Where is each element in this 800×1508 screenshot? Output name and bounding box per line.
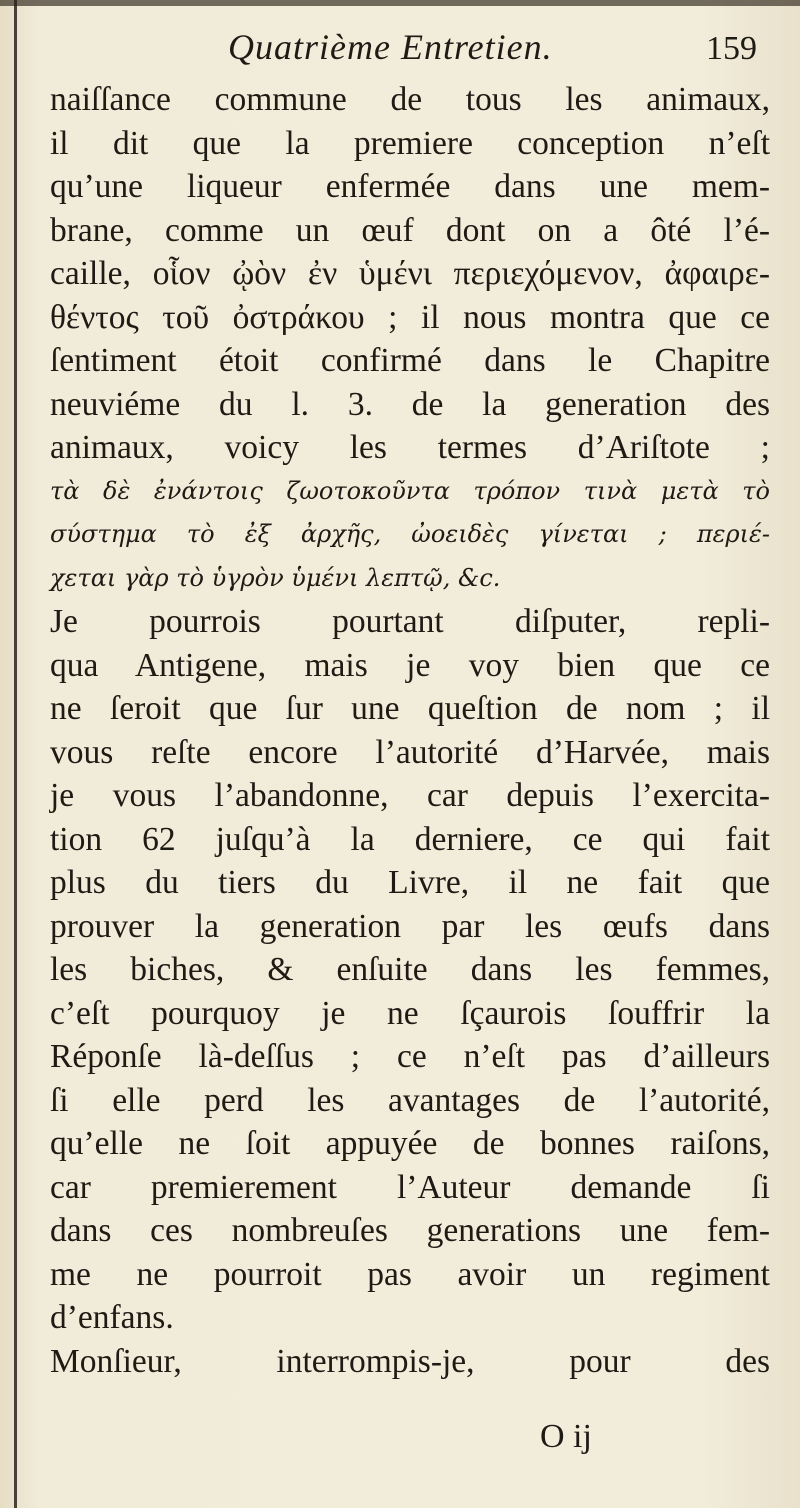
text-line: ſentiment étoit confirmé dans le Chapitre (50, 342, 770, 379)
text-line: ſi elle perd les avantages de l’autorité, (50, 1081, 770, 1119)
text-line: brane, comme un œuf dont on a ôté l’é- (50, 211, 770, 249)
page-number: 159 (706, 30, 757, 67)
text-line: ne ſeroit que ſur une queſtion de nom ; il (50, 690, 770, 727)
page-top-edge (0, 0, 800, 6)
text-line: Réponſe là-deſſus ; ce n’eſt pas d’ailleurs (50, 1038, 770, 1075)
text-line: caille, οἷον ᾠὸν ἐν ὑμένι περιεχόμενον, ἀφαιρε- (50, 255, 770, 292)
text-line: je vous l’abandonne, car depuis l’exercita- (50, 777, 770, 814)
text-line: vous reſte encore l’autorité d’Harvée, mais (50, 733, 770, 771)
signature-mark: O ij (540, 1418, 592, 1455)
text-line: naiſſance commune de tous les animaux, (50, 81, 770, 118)
text-line: tion 62 juſqu’à la derniere, ce qui fait (50, 820, 770, 858)
greek-quote-line: χεται γὰρ τὸ ὑγρὸν ὑμένι λεπτῷ, &c. (50, 563, 501, 592)
text-line: car premierement l’Auteur demande ſi (50, 1168, 770, 1206)
text-line: qua Antigene, mais je voy bien que ce (50, 646, 770, 684)
text-line: me ne pourroit pas avoir un regiment (50, 1255, 770, 1293)
text-line: θέντος τοῦ ὀστράκου ; il nous montra que ce (50, 298, 770, 336)
text-line: il dit que la premiere conception n’eſt (50, 124, 770, 162)
body-text (50, 78, 770, 1383)
text-line: neuviéme du l. 3. de la generation des (50, 385, 770, 423)
running-title: Quatrième Entretien. (228, 27, 553, 67)
text-line: qu’une liqueur enfermée dans une mem- (50, 168, 770, 205)
text-line: prouver la generation par les œufs dans (50, 907, 770, 945)
page-gutter-edge (14, 0, 17, 1508)
text-line: qu’elle ne ſoit appuyée de bonnes raiſons, (50, 1125, 770, 1162)
greek-quote-line: τὰ δὲ ἐνάντοις ζωοτοκοῦντα τρόπον τινὰ μετὰ τὸ (50, 476, 770, 505)
text-line: Je pourrois pourtant diſputer, repli- (50, 603, 770, 640)
page-header (0, 26, 800, 76)
text-line: animaux, voicy les termes d’Ariſtote ; (50, 429, 770, 466)
text-line: d’enfans. (50, 1299, 174, 1336)
text-line: c’eſt pourquoy je ne ſçaurois ſouffrir la (50, 994, 770, 1032)
text-line: dans ces nombreuſes generations une fem- (50, 1212, 770, 1249)
text-line: les biches, & enſuite dans les femmes, (50, 951, 770, 988)
text-line: Monſieur, interrompis-je, pour des (50, 1342, 770, 1380)
text-line: plus du tiers du Livre, il ne fait que (50, 864, 770, 901)
greek-quote-line: σύστημα τὸ ἐξ ἀρχῆς, ὠοειδὲς γίνεται ; περιέ- (50, 520, 770, 548)
